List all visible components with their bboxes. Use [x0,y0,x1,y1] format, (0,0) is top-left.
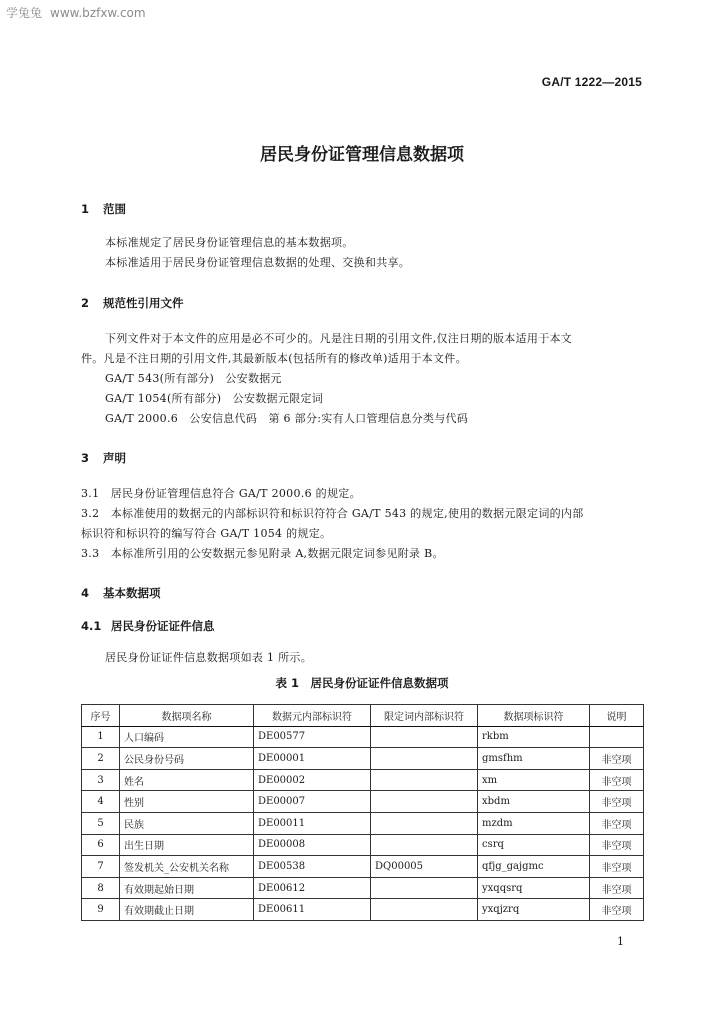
column-header: 序号 [82,705,120,727]
watermark-url: www.bzfxw.com [50,6,146,20]
table-cell: yxqqsrq [478,877,590,899]
table-row [82,834,644,856]
table-cell: 3 [82,769,120,791]
section-4-1-para: 居民身份证证件信息数据项如表 1 所示。 [105,651,312,664]
table-cell [371,791,478,813]
table-cell: gmsfhm [478,748,590,770]
table-row [82,856,644,878]
section-2-heading: 2 规范性引用文件 [81,296,184,310]
table-cell [371,726,478,748]
table-cell: 有效期截止日期 [120,899,254,921]
clause-3-2-line-2: 标识符和标识符的编写符合 GA/T 1054 的规定。 [81,527,332,540]
column-header: 限定词内部标识符 [371,705,478,727]
document-title: 居民身份证管理信息数据项 [260,145,464,165]
table-cell: DQ00005 [371,856,478,878]
reference-item: GA/T 1054(所有部分) 公安数据元限定词 [105,392,324,405]
reference-item: GA/T 2000.6 公安信息代码 第 6 部分:实有人口管理信息分类与代码 [105,412,469,425]
clause-3-3: 3.3 本标准所引用的公安数据元参见附录 A,数据元限定词参见附录 B。 [81,547,444,560]
standard-code: GA/T 1222—2015 [541,75,642,89]
table-row [82,812,644,834]
table-cell: 非空项 [590,856,644,878]
table-caption: 表 1 居民身份证证件信息数据项 [275,676,449,690]
table-cell: 有效期起始日期 [120,877,254,899]
table-row [82,877,644,899]
table-cell: yxqjzrq [478,899,590,921]
table-row [82,899,644,921]
table-cell: csrq [478,834,590,856]
data-items-table [81,704,644,921]
table-row [82,726,644,748]
table-cell: 非空项 [590,791,644,813]
table-cell: rkbm [478,726,590,748]
table-cell: 性别 [120,791,254,813]
table-cell: DE00538 [254,856,371,878]
table-cell: DE00577 [254,726,371,748]
table-cell: 非空项 [590,812,644,834]
watermark [6,4,154,21]
column-header: 数据元内部标识符 [254,705,371,727]
section-1-para-2: 本标准适用于居民身份证管理信息数据的处理、交换和共享。 [105,256,411,269]
table-cell: DE00612 [254,877,371,899]
table-cell: 公民身份号码 [120,748,254,770]
table-cell: DE00008 [254,834,371,856]
table-cell: 非空项 [590,834,644,856]
section-1-heading: 1 范围 [81,202,126,216]
table-row [82,748,644,770]
table-cell: 出生日期 [120,834,254,856]
table-cell: 8 [82,877,120,899]
table-cell: 姓名 [120,769,254,791]
table-cell: 签发机关_公安机关名称 [120,856,254,878]
table-cell [371,748,478,770]
table-cell: DE00001 [254,748,371,770]
column-header: 数据项名称 [120,705,254,727]
column-header: 说明 [590,705,644,727]
clause-3-1: 3.1 居民身份证管理信息符合 GA/T 2000.6 的规定。 [81,487,361,500]
table-header-row [82,705,644,727]
table-cell [371,899,478,921]
page-number: 1 [617,935,624,948]
table-cell [590,726,644,748]
table-cell: xm [478,769,590,791]
table-cell: 6 [82,834,120,856]
table-cell: 非空项 [590,769,644,791]
table-cell: DE00007 [254,791,371,813]
table-cell: qfjg_gajgmc [478,856,590,878]
table-cell: DE00011 [254,812,371,834]
table-cell: xbdm [478,791,590,813]
table-cell: 1 [82,726,120,748]
table-cell: 人口编码 [120,726,254,748]
table-cell: DE00611 [254,899,371,921]
column-header: 数据项标识符 [478,705,590,727]
table-cell [371,877,478,899]
clause-3-2-line-1: 3.2 本标准使用的数据元的内部标识符和标识符符合 GA/T 543 的规定,使用的数据元限定词的内部 [81,507,584,520]
section-1-para-1: 本标准规定了居民身份证管理信息的基本数据项。 [105,236,354,249]
table-cell: 非空项 [590,877,644,899]
section-2-para-line-2: 件。凡是不注日期的引用文件,其最新版本(包括所有的修改单)适用于本文件。 [81,352,467,365]
table-row [82,791,644,813]
table-cell [371,812,478,834]
section-4-1-heading: 4.1 居民身份证证件信息 [81,619,215,633]
section-2-para-line-1: 下列文件对于本文件的应用是必不可少的。凡是注日期的引用文件,仅注日期的版本适用于本文 [105,332,573,345]
section-3-heading: 3 声明 [81,451,126,465]
table-cell [371,834,478,856]
table-cell: 4 [82,791,120,813]
table-cell: 5 [82,812,120,834]
table-cell: 非空项 [590,748,644,770]
table-cell: 非空项 [590,899,644,921]
watermark-site-name: 学兔兔 [6,6,43,20]
table-cell [371,769,478,791]
table-cell: 9 [82,899,120,921]
table-cell: 2 [82,748,120,770]
table-cell: mzdm [478,812,590,834]
table-row [82,769,644,791]
table-cell: 7 [82,856,120,878]
table-cell: 民族 [120,812,254,834]
reference-item: GA/T 543(所有部分) 公安数据元 [105,372,282,385]
table-cell: DE00002 [254,769,371,791]
section-4-heading: 4 基本数据项 [81,586,161,600]
